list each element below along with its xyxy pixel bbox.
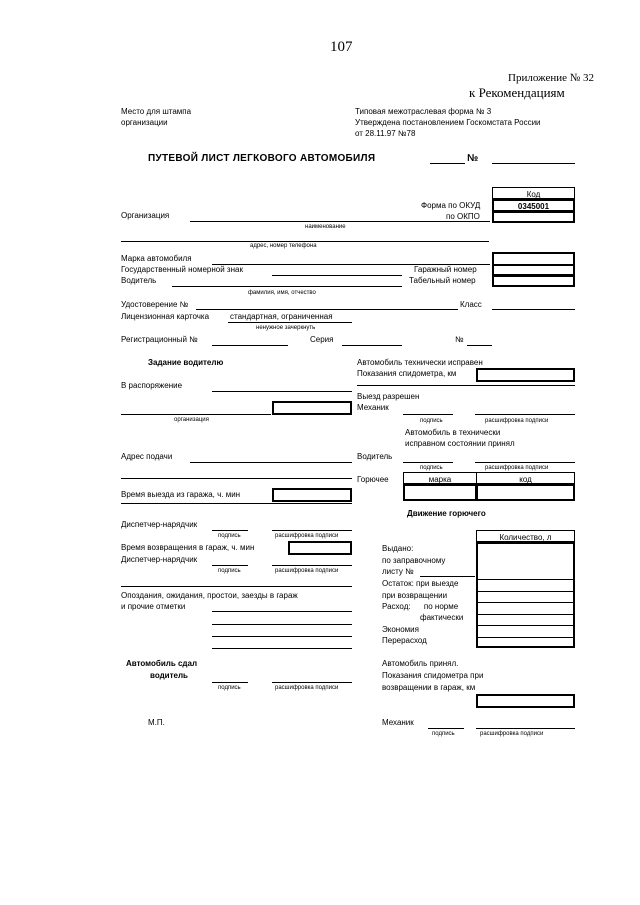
car-handed-label-1: Автомобиль сдал bbox=[126, 659, 198, 668]
mechanic2-label: Механик bbox=[382, 718, 414, 727]
mp-label: М.П. bbox=[148, 718, 165, 727]
dispatcher2-decode-line[interactable] bbox=[272, 565, 352, 566]
org-line[interactable] bbox=[121, 414, 271, 415]
departure-time-box[interactable] bbox=[272, 488, 352, 502]
mechanic2-sign-hint: подпись bbox=[432, 731, 455, 737]
fuel-brand-header: марка bbox=[403, 472, 477, 484]
exit-allowed-label: Выезд разрешен bbox=[357, 392, 420, 401]
dispatcher1-sign-hint: подпись bbox=[218, 533, 241, 539]
dispatcher2-label: Диспетчер-нарядчик bbox=[121, 555, 198, 564]
okpo-box[interactable] bbox=[492, 211, 575, 223]
address-hint: адрес, номер телефона bbox=[250, 243, 317, 249]
garage-number-label: Гаражный номер bbox=[414, 265, 477, 274]
qty-row-sep-2 bbox=[478, 591, 573, 592]
dispatcher2-sign-hint: подпись bbox=[218, 568, 241, 574]
odometer-return-label-2: возвращении в гараж, км bbox=[382, 683, 476, 692]
qty-row-sep-3 bbox=[478, 602, 573, 603]
reg-plate-line[interactable] bbox=[272, 275, 402, 276]
okpo-label: по ОКПО bbox=[446, 212, 480, 221]
org-hint: организация bbox=[174, 417, 209, 423]
form-type-label: Типовая межотраслевая форма № 3 bbox=[355, 107, 492, 116]
disposal-code-box[interactable] bbox=[272, 401, 352, 415]
form-approved-label: Утверждена постановлением Госкомстата России bbox=[355, 118, 541, 127]
delivery-address-label: Адрес подачи bbox=[121, 452, 173, 461]
accepted-label-1: Автомобиль в технически bbox=[405, 428, 501, 437]
qty-row-sep-4 bbox=[478, 614, 573, 615]
doc-title: ПУТЕВОЙ ЛИСТ ЛЕГКОВОГО АВТОМОБИЛЯ bbox=[148, 153, 376, 164]
odometer-return-label-1: Показания спидометра при bbox=[382, 671, 484, 680]
tab-number-box[interactable] bbox=[492, 275, 575, 287]
dispatcher2-sign-line[interactable] bbox=[212, 565, 248, 566]
dispatcher1-label: Диспетчер-нарядчик bbox=[121, 520, 198, 529]
certificate-line[interactable] bbox=[196, 309, 458, 310]
page-number: 107 bbox=[330, 39, 353, 55]
number-label: № bbox=[455, 335, 464, 344]
reg-number-label: Регистрационный № bbox=[121, 335, 198, 344]
appendix-label: Приложение № 32 bbox=[508, 72, 595, 84]
fuel-movement-heading: Движение горючего bbox=[407, 509, 486, 518]
consumption-norm-label: Расход: по норме bbox=[382, 602, 459, 611]
mechanic-decode-hint: расшифровка подписи bbox=[485, 418, 549, 424]
organization-label: Организация bbox=[121, 211, 170, 220]
mechanic-sign-line[interactable] bbox=[403, 414, 453, 415]
handed-sign-hint: подпись bbox=[218, 685, 241, 691]
remainder-exit-label: Остаток: при выезде bbox=[382, 579, 459, 588]
driver2-label: Водитель bbox=[357, 452, 393, 461]
quantity-header: Количество, л bbox=[476, 530, 575, 542]
stamp-org-label: организации bbox=[121, 118, 168, 127]
doc-number-line-2[interactable] bbox=[492, 163, 575, 164]
disposal-line[interactable] bbox=[212, 391, 352, 392]
dispatcher1-decode-hint: расшифровка подписи bbox=[275, 533, 339, 539]
number-line[interactable] bbox=[467, 345, 492, 346]
license-card-label: Лицензионная карточка bbox=[121, 312, 210, 321]
departure-time-label: Время выезда из гаража, ч. мин bbox=[121, 490, 241, 499]
consumption-actual-label: фактически bbox=[420, 613, 464, 622]
by-card-label-1: по заправочному bbox=[382, 556, 446, 565]
delays-line-4[interactable] bbox=[212, 648, 352, 649]
appendix-to-label: к Рекомендациям bbox=[469, 85, 565, 100]
mechanic2-sign-line[interactable] bbox=[428, 728, 464, 729]
license-line bbox=[228, 322, 352, 323]
form-date-label: от 28.11.97 №78 bbox=[355, 129, 416, 138]
dispatcher1-decode-line[interactable] bbox=[272, 530, 352, 531]
car-accepted-label: Автомобиль принял. bbox=[382, 659, 459, 668]
driver-line[interactable] bbox=[172, 286, 402, 287]
fuel-code-header: код bbox=[476, 472, 575, 484]
car-brand-label: Марка автомобиля bbox=[121, 254, 192, 263]
driver2-sign-hint: подпись bbox=[420, 465, 443, 471]
okud-box: 0345001 bbox=[492, 199, 575, 212]
delays-line-1[interactable] bbox=[212, 611, 352, 612]
card-number-line[interactable] bbox=[420, 576, 475, 577]
delays-top-line bbox=[121, 586, 352, 587]
okud-label: Форма по ОКУД bbox=[421, 201, 481, 210]
dispatcher1-sign-line[interactable] bbox=[212, 530, 248, 531]
fuel-quantity-column[interactable] bbox=[476, 542, 575, 648]
delays-label-2: и прочие отметки bbox=[121, 602, 186, 611]
class-label: Класс bbox=[460, 300, 482, 309]
odometer-return-box[interactable] bbox=[476, 694, 575, 708]
overconsumption-label: Перерасход bbox=[382, 636, 427, 645]
odometer-box[interactable] bbox=[476, 368, 575, 382]
delivery-address-line-2[interactable] bbox=[121, 478, 352, 479]
driver2-decode-hint: расшифровка подписи bbox=[485, 465, 549, 471]
handed-decode-line[interactable] bbox=[272, 682, 352, 683]
driver-label: Водитель bbox=[121, 276, 157, 285]
delays-line-3[interactable] bbox=[212, 636, 352, 637]
delays-label-1: Опоздания, ожидания, простои, заезды в гараж bbox=[121, 591, 298, 600]
qty-row-sep-6 bbox=[478, 637, 573, 638]
fio-hint: фамилия, имя, отчество bbox=[248, 290, 316, 296]
mechanic2-decode-hint: расшифровка подписи bbox=[480, 731, 544, 737]
fuel-code-box[interactable] bbox=[476, 484, 575, 501]
accepted-label-2: исправном состоянии принял bbox=[405, 439, 515, 448]
departure-underline bbox=[121, 503, 352, 504]
doc-number-line[interactable] bbox=[430, 163, 465, 164]
driver2-sign-line[interactable] bbox=[403, 462, 453, 463]
series-line[interactable] bbox=[342, 345, 402, 346]
stamp-place-label: Место для штампа bbox=[121, 107, 192, 116]
series-label: Серия bbox=[310, 335, 334, 344]
delivery-address-line[interactable] bbox=[190, 462, 352, 463]
fuel-label: Горючее bbox=[357, 475, 389, 484]
mechanic-label: Механик bbox=[357, 403, 389, 412]
economy-label: Экономия bbox=[382, 625, 419, 634]
dispatcher2-decode-hint: расшифровка подписи bbox=[275, 568, 339, 574]
mechanic-sign-hint: подпись bbox=[420, 418, 443, 424]
odometer-label: Показания спидометра, км bbox=[357, 369, 457, 378]
fuel-brand-box[interactable] bbox=[403, 484, 477, 501]
class-line[interactable] bbox=[492, 309, 575, 310]
task-heading: Задание водителю bbox=[148, 358, 224, 367]
naimenovanie-hint: наименование bbox=[305, 224, 346, 230]
strike-hint: ненужное зачеркнуть bbox=[256, 325, 316, 331]
tech-ok-label: Автомобиль технически исправен bbox=[357, 358, 483, 367]
mechanic2-decode-line[interactable] bbox=[476, 728, 575, 729]
doc-number-sign: № bbox=[467, 153, 479, 164]
delays-line-2[interactable] bbox=[212, 624, 352, 625]
address-line[interactable] bbox=[121, 241, 489, 242]
remainder-return-label: при возвращении bbox=[382, 591, 448, 600]
reg-plate-label: Государственный номерной знак bbox=[121, 265, 243, 274]
return-time-label: Время возвращения в гараж, ч. мин bbox=[121, 543, 255, 552]
issued-label: Выдано: bbox=[382, 544, 414, 553]
by-card-label-2: листу № bbox=[382, 567, 414, 576]
organization-line[interactable] bbox=[190, 221, 490, 222]
code-header: Код bbox=[492, 187, 575, 199]
certificate-label: Удостоверение № bbox=[121, 300, 189, 309]
odometer-underline bbox=[357, 385, 575, 386]
handed-sign-line[interactable] bbox=[212, 682, 248, 683]
tab-number-label: Табельный номер bbox=[409, 276, 476, 285]
car-handed-label-2: водитель bbox=[150, 671, 188, 680]
disposal-label: В распоряжение bbox=[121, 381, 183, 390]
return-time-box[interactable] bbox=[288, 541, 352, 555]
reg-number-line[interactable] bbox=[212, 345, 288, 346]
qty-row-sep-5 bbox=[478, 625, 573, 626]
driver2-decode-line[interactable] bbox=[475, 462, 575, 463]
handed-decode-hint: расшифровка подписи bbox=[275, 685, 339, 691]
qty-row-sep-1 bbox=[478, 579, 573, 580]
license-value: стандартная, ограниченная bbox=[230, 312, 333, 321]
mechanic-decode-line[interactable] bbox=[475, 414, 575, 415]
